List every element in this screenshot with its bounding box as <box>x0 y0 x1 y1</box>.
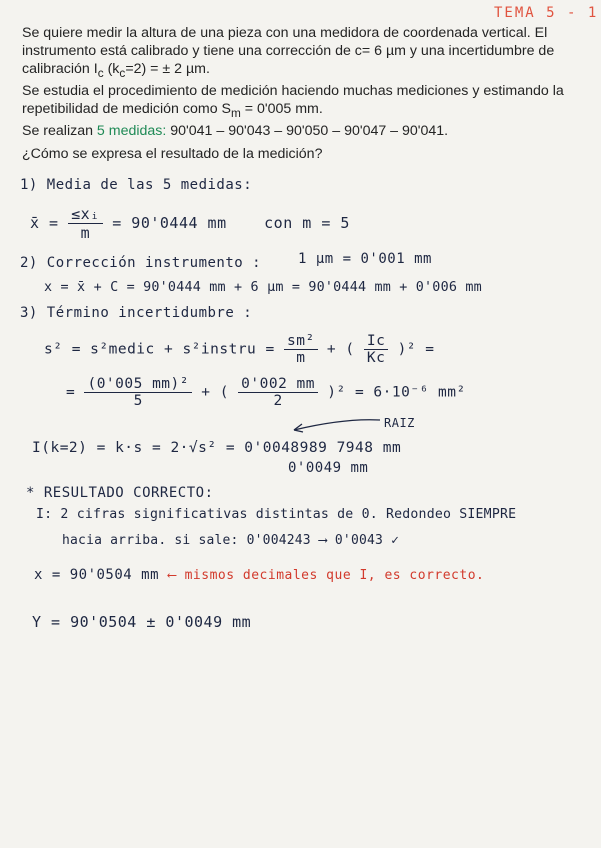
result-title: * RESULTADO CORRECTO: <box>26 485 214 501</box>
variance-equation: s² = s²medic + s²instru = $\frac{\text{sm²}}{m}$ + ( $\frac{Ic}{Kc}$ )² = <box>44 333 435 366</box>
result-line-1: I: 2 cifras significativas distintas de 0. Redondeo SIEMPRE <box>36 507 517 522</box>
root-annotation: RAIZ <box>384 416 415 430</box>
mean-equation: x̄ = $\frac{\text{≤xᵢ}}{m}$ = 90'0444 mm con m = 5 <box>30 205 350 242</box>
result-line-3: x = 90'0504 mm ⟵ mismos decimales que I, es correcto. <box>34 567 485 583</box>
step-2-title: 2) Corrección instrumento : <box>20 255 262 271</box>
step-1-title: 1) Media de las 5 medidas: <box>20 177 253 193</box>
topic-tag: TEMA 5 - 1 <box>494 5 599 21</box>
root-arrow <box>284 412 384 436</box>
variance-values-equation: = $\frac{\text{(0'005 mm)²}}{5}$ + ( $\frac{0'002 mm}{2}$ )² = 6·10⁻⁶ mm² <box>66 376 466 409</box>
mean-fraction: $\frac{\text{≤xᵢ}}{m}$ <box>68 205 103 242</box>
uncertainty-rounded: 0'0049 mm <box>288 460 369 476</box>
result-line-2: hacia arriba. si sale: 0'004243 ⟶ 0'0043 ✓ <box>62 533 400 548</box>
problem-question: ¿Cómo se expresa el resultado de la medición? <box>22 146 323 162</box>
step-3-title: 3) Término incertidumbre : <box>20 305 253 321</box>
problem-paragraph-3: Se realizan 5 medidas: 90'041 – 90'043 – 90'050 – 90'047 – 90'041. <box>22 123 449 139</box>
correction-equation: x = x̄ + C = 90'0444 mm + 6 µm = 90'0444 mm + 0'006 mm <box>44 280 482 295</box>
problem-paragraph-2: Se estudia el procedimiento de medición haciendo muchas mediciones y estimando la repetibilidad de medición como $S_m = 0'005$ mm. <box>22 83 564 120</box>
unit-conversion: 1 µm = 0'001 mm <box>298 251 432 267</box>
problem-paragraph-1: Se quiere medir la altura de una pieza con una medidora de coordenada vertical. El instrumento está calibrado y tiene una corrección de c= 6 µm y una incertidumbre de calibración $I_c$ $(k_c=2)$ = ± 2 µm. <box>22 25 555 80</box>
uncertainty-equation: I(k=2) = k·s = 2·√s² = 0'0048989 7948 mm <box>32 440 402 456</box>
final-result: Y = 90'0504 ± 0'0049 mm <box>32 613 252 631</box>
